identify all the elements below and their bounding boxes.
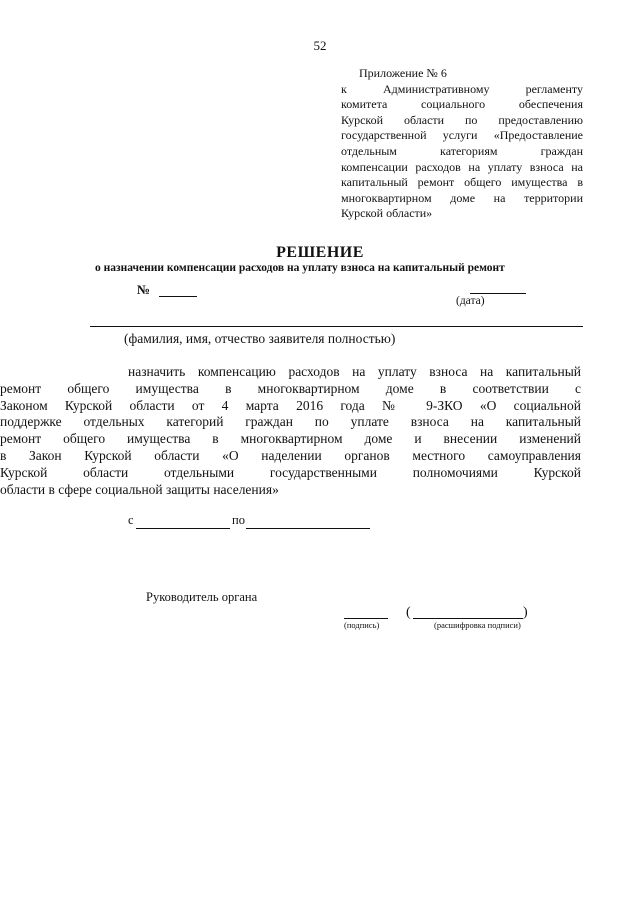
body-line: назначить компенсацию расходов на уплату взноса на капитальный bbox=[128, 364, 581, 379]
appendix-line: к Административному регламенту bbox=[341, 81, 583, 96]
applicant-name-caption: (фамилия, имя, отчество заявителя полностью) bbox=[124, 331, 396, 346]
appendix-line: многоквартирном доме на территории bbox=[341, 190, 583, 205]
appendix-line: капитальный ремонт общего имущества в bbox=[341, 175, 583, 190]
decision-body bbox=[0, 364, 581, 498]
head-of-body-label: Руководитель органа bbox=[146, 590, 258, 604]
appendix-line: Курской области по предоставлению bbox=[341, 112, 583, 127]
appendix-line: Курской области» bbox=[341, 206, 433, 221]
document-subtitle: о назначении компенсации расходов на уплату взноса на капитальный ремонт bbox=[95, 262, 505, 274]
body-line: в Закон Курской области «О наделении органов местного самоуправления bbox=[0, 447, 581, 463]
date-field[interactable] bbox=[470, 293, 526, 294]
signature-field[interactable] bbox=[344, 618, 388, 619]
body-line: ремонт общего имущества в многоквартирном доме в соответствии с bbox=[0, 380, 581, 396]
appendix-line: комитета социального обеспечения bbox=[341, 97, 583, 112]
applicant-name-field[interactable] bbox=[90, 326, 583, 327]
signature-caption: (подпись) bbox=[344, 620, 380, 630]
paren-open: ( bbox=[406, 605, 411, 620]
page-number: 52 bbox=[313, 38, 327, 53]
body-line: области в сфере социальной защиты населения» bbox=[0, 481, 279, 497]
period-to-label: по bbox=[232, 513, 245, 527]
appendix-line: отдельным категориям граждан bbox=[341, 143, 583, 158]
document-title: РЕШЕНИЕ bbox=[276, 244, 364, 261]
body-line: Курской области отдельными государственными полномочиями Курской bbox=[0, 464, 581, 480]
paren-close: ) bbox=[523, 605, 528, 620]
signature-decode-field[interactable] bbox=[413, 618, 523, 619]
period-to-field[interactable] bbox=[246, 528, 370, 529]
date-caption: (дата) bbox=[456, 295, 485, 307]
decision-number-label: № bbox=[137, 282, 151, 297]
body-line: ремонт общего имущества в многоквартирном доме и внесении изменений bbox=[0, 431, 581, 447]
decision-number-field[interactable] bbox=[159, 296, 197, 297]
appendix-line: Приложение № 6 bbox=[359, 66, 447, 80]
appendix-line: компенсации расходов на уплату взноса на bbox=[341, 159, 583, 174]
body-line: поддержке отдельных категорий граждан по уплате взноса на капитальный bbox=[0, 414, 581, 430]
period-from-label: с bbox=[128, 513, 134, 527]
appendix-line: государственной услуги «Предоставление bbox=[341, 128, 583, 143]
signature-decode-caption: (расшифровка подписи) bbox=[434, 620, 521, 630]
period-from-field[interactable] bbox=[136, 528, 230, 529]
body-line: Законом Курской области от 4 марта 2016 года № 9-ЗКО «О социальной bbox=[0, 397, 581, 413]
appendix-note bbox=[341, 66, 583, 222]
